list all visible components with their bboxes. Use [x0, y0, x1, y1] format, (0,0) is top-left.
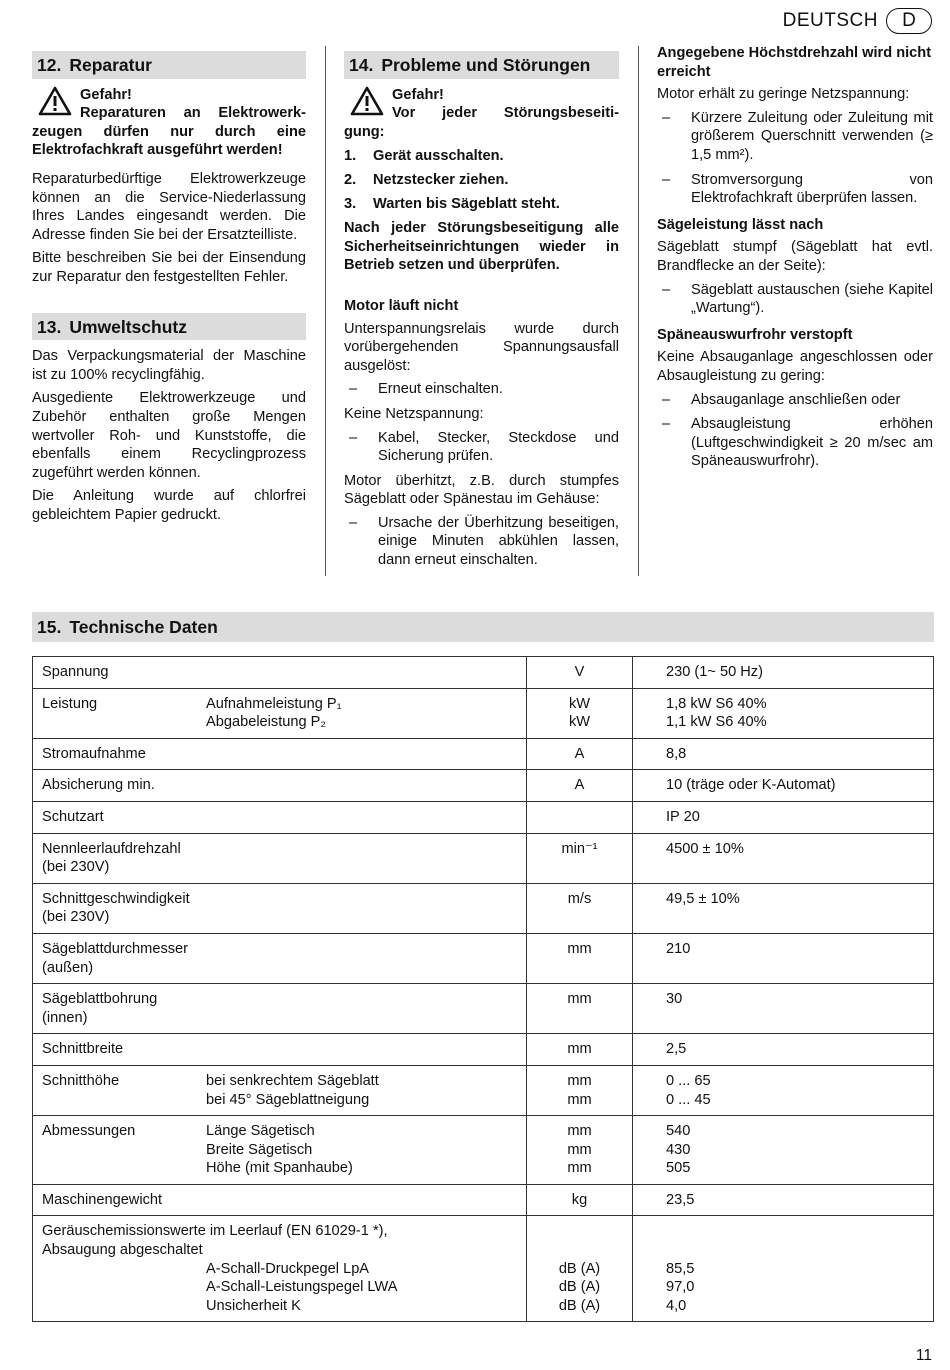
row-sublabel: A-Schall-Leistungspegel LWA	[206, 1279, 398, 1296]
paragraph: Motor erhält zu geringe Netzspannung:	[657, 86, 910, 103]
row-sublabel: Länge Sägetisch	[206, 1123, 315, 1140]
table-row	[33, 688, 934, 738]
row-value: 1,1 kW S6 40%	[666, 714, 767, 731]
row-unit: mm	[567, 940, 592, 957]
row-value: 505	[666, 1160, 691, 1177]
row-value: 49,5 ± 10%	[666, 890, 740, 907]
subheading: Angegebene Höchstdrehzahl wird nicht erreicht	[657, 45, 932, 80]
table-row	[33, 1034, 934, 1066]
section-heading-technische-daten: 15. Technische Daten	[32, 612, 934, 642]
row-label-cell	[33, 688, 527, 738]
row-label-cell	[33, 984, 527, 1034]
row-value-cell	[633, 657, 934, 689]
row-unit-cell	[527, 883, 633, 933]
row-unit-cell	[527, 1216, 633, 1322]
paragraph: Bitte beschreiben Sie bei der Einsendung zur Reparatur den festgestellten Fehler.	[32, 250, 306, 285]
list-item: – Erneut einschalten.	[349, 381, 503, 398]
row-unit: mm	[567, 991, 592, 1008]
table-row	[33, 883, 934, 933]
row-value: 30	[666, 991, 683, 1008]
table-row	[33, 1216, 934, 1322]
column-divider	[638, 46, 639, 576]
technical-data-table	[32, 656, 934, 1322]
row-label-cell	[33, 738, 527, 770]
row-unit: mm	[567, 1123, 592, 1140]
row-value-cell	[633, 833, 934, 883]
row-value: 0 ... 45	[666, 1091, 711, 1108]
column-left	[32, 46, 306, 529]
row-label-cell	[33, 1216, 527, 1322]
row-value-cell	[633, 1034, 934, 1066]
subheading: Sägeleistung lässt nach	[657, 216, 824, 233]
row-value: 4,0	[666, 1297, 687, 1314]
list-item: – Kabel, Stecker, Steckdose und Sicherung prüfen.	[349, 429, 619, 465]
row-label-cell	[33, 657, 527, 689]
paragraph: Ausgediente Elektrowerkzeuge und Zubehör enthalten große Mengen wertvoller Roh- und Kunststoffe, die ebenfalls einem Recyclingprozess zugeführt werden können.	[32, 390, 306, 481]
row-label-cell	[33, 1065, 527, 1115]
row-label: Spannung	[42, 664, 109, 680]
section-heading-reparatur: 12. Reparatur	[32, 51, 306, 79]
table-row	[33, 933, 934, 983]
list-item: – Stromversorgung von Elektrofachkraft überprüfen lassen.	[662, 171, 933, 207]
list-item: – Kürzere Zuleitung oder Zuleitung mit größerem Querschnitt verwenden (≥ 1,5 mm²).	[662, 109, 933, 163]
list-item: 3. Warten bis Sägeblatt steht.	[344, 195, 560, 212]
paragraph: Das Verpackungsmaterial der Maschine ist zu 100% recyclingfähig.	[32, 348, 306, 383]
row-unit: mm	[567, 1072, 592, 1089]
column-divider	[325, 46, 326, 576]
table-row	[33, 801, 934, 833]
row-value-cell	[633, 883, 934, 933]
row-label: Geräuschemissionswerte im Leerlauf (EN 61029-1 *),	[42, 1223, 388, 1240]
row-sublabel: Abgabeleistung P₂	[206, 714, 327, 731]
row-sublabel: bei senkrechtem Sägeblatt	[206, 1072, 379, 1089]
warning-triangle-icon	[38, 86, 72, 122]
row-unit: mm	[567, 1141, 592, 1158]
row-unit-cell	[527, 1184, 633, 1216]
row-unit-cell	[527, 801, 633, 833]
list-item: – Absauganlage anschließen oder	[662, 391, 901, 408]
row-unit: kg	[571, 1191, 588, 1208]
warning-block	[344, 86, 619, 123]
row-value-cell	[633, 770, 934, 802]
row-label: Abmessungen	[42, 1123, 136, 1140]
row-value-cell	[633, 933, 934, 983]
list-item: 2. Netzstecker ziehen.	[344, 171, 509, 188]
row-unit: mm	[567, 1041, 592, 1058]
warning-title: Gefahr!	[392, 86, 444, 103]
row-unit-cell	[527, 1034, 633, 1066]
row-label-cell	[33, 933, 527, 983]
warning-text: zeugen dürfen nur durch eine Elektrofachkraft ausgeführt werden!	[32, 123, 306, 159]
row-sublabel: A-Schall-Druckpegel LpA	[206, 1260, 370, 1277]
subheading: Motor läuft nicht	[344, 297, 459, 314]
row-value: 97,0	[666, 1279, 695, 1296]
row-unit: A	[574, 745, 585, 762]
row-label-cell	[33, 1184, 527, 1216]
list-item: 1. Gerät ausschalten.	[344, 148, 504, 165]
row-unit: mm	[567, 1160, 592, 1177]
row-value: 2,5	[666, 1041, 687, 1058]
row-value-cell	[633, 984, 934, 1034]
table-row	[33, 833, 934, 883]
table-row	[33, 1065, 934, 1115]
row-label: Schutzart	[42, 808, 104, 825]
row-sublabel: bei 45° Sägeblattneigung	[206, 1091, 370, 1108]
row-label: Maschinengewicht	[42, 1191, 163, 1208]
table-row	[33, 1184, 934, 1216]
row-unit: m/s	[567, 890, 592, 907]
row-label: Absicherung min.	[42, 777, 155, 794]
row-value-cell	[633, 688, 934, 738]
row-sublabel: Aufnahmeleistung P₁	[206, 695, 342, 712]
row-value: 540	[666, 1123, 691, 1140]
row-unit: min⁻¹	[561, 840, 598, 857]
row-label: Nennleerlaufdrehzahl (bei 230V)	[42, 840, 181, 876]
row-unit-cell	[527, 738, 633, 770]
row-sublabel: Unsicherheit K	[206, 1297, 301, 1314]
row-label-cell	[33, 770, 527, 802]
row-unit-cell	[527, 833, 633, 883]
list-item: – Ursache der Überhitzung beseitigen, einige Minuten abkühlen lassen, dann erneut einschalten.	[349, 514, 619, 569]
row-value: IP 20	[666, 808, 700, 825]
row-label-cell	[33, 801, 527, 833]
list-item: – Absaugleistung erhöhen (Luftgeschwindigkeit ≥ 20 m/sec am Späneauswurfrohr).	[662, 416, 933, 470]
language-indicator	[783, 8, 932, 34]
row-value: 430	[666, 1141, 691, 1158]
row-value-cell	[633, 1216, 934, 1322]
warning-title: Gefahr!	[80, 86, 132, 103]
table-row	[33, 770, 934, 802]
row-label: Schnitthöhe	[42, 1072, 120, 1089]
row-unit: kW	[568, 714, 591, 731]
row-unit: dB (A)	[558, 1260, 601, 1277]
table-row	[33, 738, 934, 770]
paragraph: Keine Absauganlage angeschlossen oder Absaugleistung zu gering:	[657, 349, 933, 384]
row-value-cell	[633, 801, 934, 833]
row-unit: dB (A)	[558, 1279, 601, 1296]
row-label: Schnittbreite	[42, 1041, 124, 1058]
row-unit	[536, 808, 623, 827]
row-value: 4500 ± 10%	[666, 840, 744, 857]
row-unit: A	[574, 777, 585, 794]
steps-list	[344, 147, 619, 213]
row-unit-cell	[527, 770, 633, 802]
row-value: 85,5	[666, 1260, 695, 1277]
page-number: 11	[915, 1347, 932, 1364]
row-label-cell	[33, 1034, 527, 1066]
row-unit-cell	[527, 688, 633, 738]
row-value: 1,8 kW S6 40%	[666, 695, 767, 712]
row-value: 230 (1~ 50 Hz)	[666, 664, 763, 680]
warning-text: gung:	[344, 123, 385, 140]
row-value-cell	[633, 1116, 934, 1185]
paragraph: Nach jeder Störungsbeseitigung alle Sicherheitseinrichtungen wieder in Betrieb setzen und überprüfen.	[344, 220, 619, 274]
row-unit-cell	[527, 1116, 633, 1185]
section-heading-probleme: 14. Probleme und Störungen	[344, 51, 619, 79]
table-row	[33, 984, 934, 1034]
warning-line: Reparaturen an Elektrowerk-	[80, 105, 306, 122]
paragraph: Keine Netzspannung:	[344, 405, 484, 422]
row-value: 23,5	[666, 1191, 695, 1208]
row-value: 210	[666, 940, 691, 957]
row-label: Stromaufnahme	[42, 745, 146, 762]
paragraph: Unterspannungsrelais wurde durch vorübergehenden Spannungsausfall ausgelöst:	[344, 320, 619, 374]
row-label: Sägeblattdurchmesser (außen)	[42, 940, 189, 976]
column-middle	[344, 46, 619, 576]
row-unit: dB (A)	[558, 1297, 601, 1314]
row-label-cell	[33, 833, 527, 883]
language-label: DEUTSCH	[782, 10, 878, 31]
row-unit-cell	[527, 1065, 633, 1115]
table-row	[33, 1116, 934, 1185]
row-sublabel: Breite Sägetisch	[206, 1141, 313, 1158]
row-unit: kW	[568, 695, 591, 712]
warning-triangle-icon	[350, 86, 384, 122]
row-unit: mm	[567, 1091, 592, 1108]
column-right	[657, 44, 933, 477]
row-unit: V	[574, 664, 585, 680]
row-label: Absaugung abgeschaltet	[42, 1242, 203, 1259]
table-row	[33, 657, 934, 689]
paragraph: Reparaturbedürftige Elektrowerkzeuge können an die Service-Niederlassung Ihres Landes eingesandt werden. Die Adresse finden Sie bei der Ersatzteilliste.	[32, 170, 306, 243]
row-label: Leistung	[42, 695, 98, 712]
list-item: – Sägeblatt austauschen (siehe Kapitel „Wartung“).	[662, 281, 933, 317]
row-value-cell	[633, 1184, 934, 1216]
row-unit-cell	[527, 657, 633, 689]
row-value: 0 ... 65	[666, 1072, 711, 1089]
row-label: Schnittgeschwindigkeit (bei 230V)	[42, 890, 190, 926]
section-heading-umweltschutz: 13. Umweltschutz	[32, 313, 306, 341]
row-value-cell	[633, 738, 934, 770]
paragraph: Sägeblatt stumpf (Sägeblatt hat evtl. Brandflecke an der Seite):	[657, 239, 933, 274]
row-label-cell	[33, 883, 527, 933]
row-sublabel: Höhe (mit Spanhaube)	[206, 1160, 353, 1177]
row-value: 10 (träge oder K-Automat)	[666, 777, 836, 794]
row-label-cell	[33, 1116, 527, 1185]
language-badge: D	[886, 8, 932, 34]
warning-block	[32, 86, 306, 123]
warning-line: Vor jeder Störungsbeseiti-	[392, 105, 619, 122]
row-value: 8,8	[666, 745, 687, 762]
subheading: Späneauswurfrohr verstopft	[657, 326, 853, 343]
paragraph: Motor überhitzt, z.B. durch stumpfes Sägeblatt oder Spänestau im Gehäuse:	[344, 472, 619, 508]
row-label: Sägeblattbohrung (innen)	[42, 991, 158, 1026]
paragraph: Die Anleitung wurde auf chlorfrei gebleichtem Papier gedruckt.	[32, 488, 306, 523]
row-unit-cell	[527, 933, 633, 983]
row-unit-cell	[527, 984, 633, 1034]
row-value-cell	[633, 1065, 934, 1115]
